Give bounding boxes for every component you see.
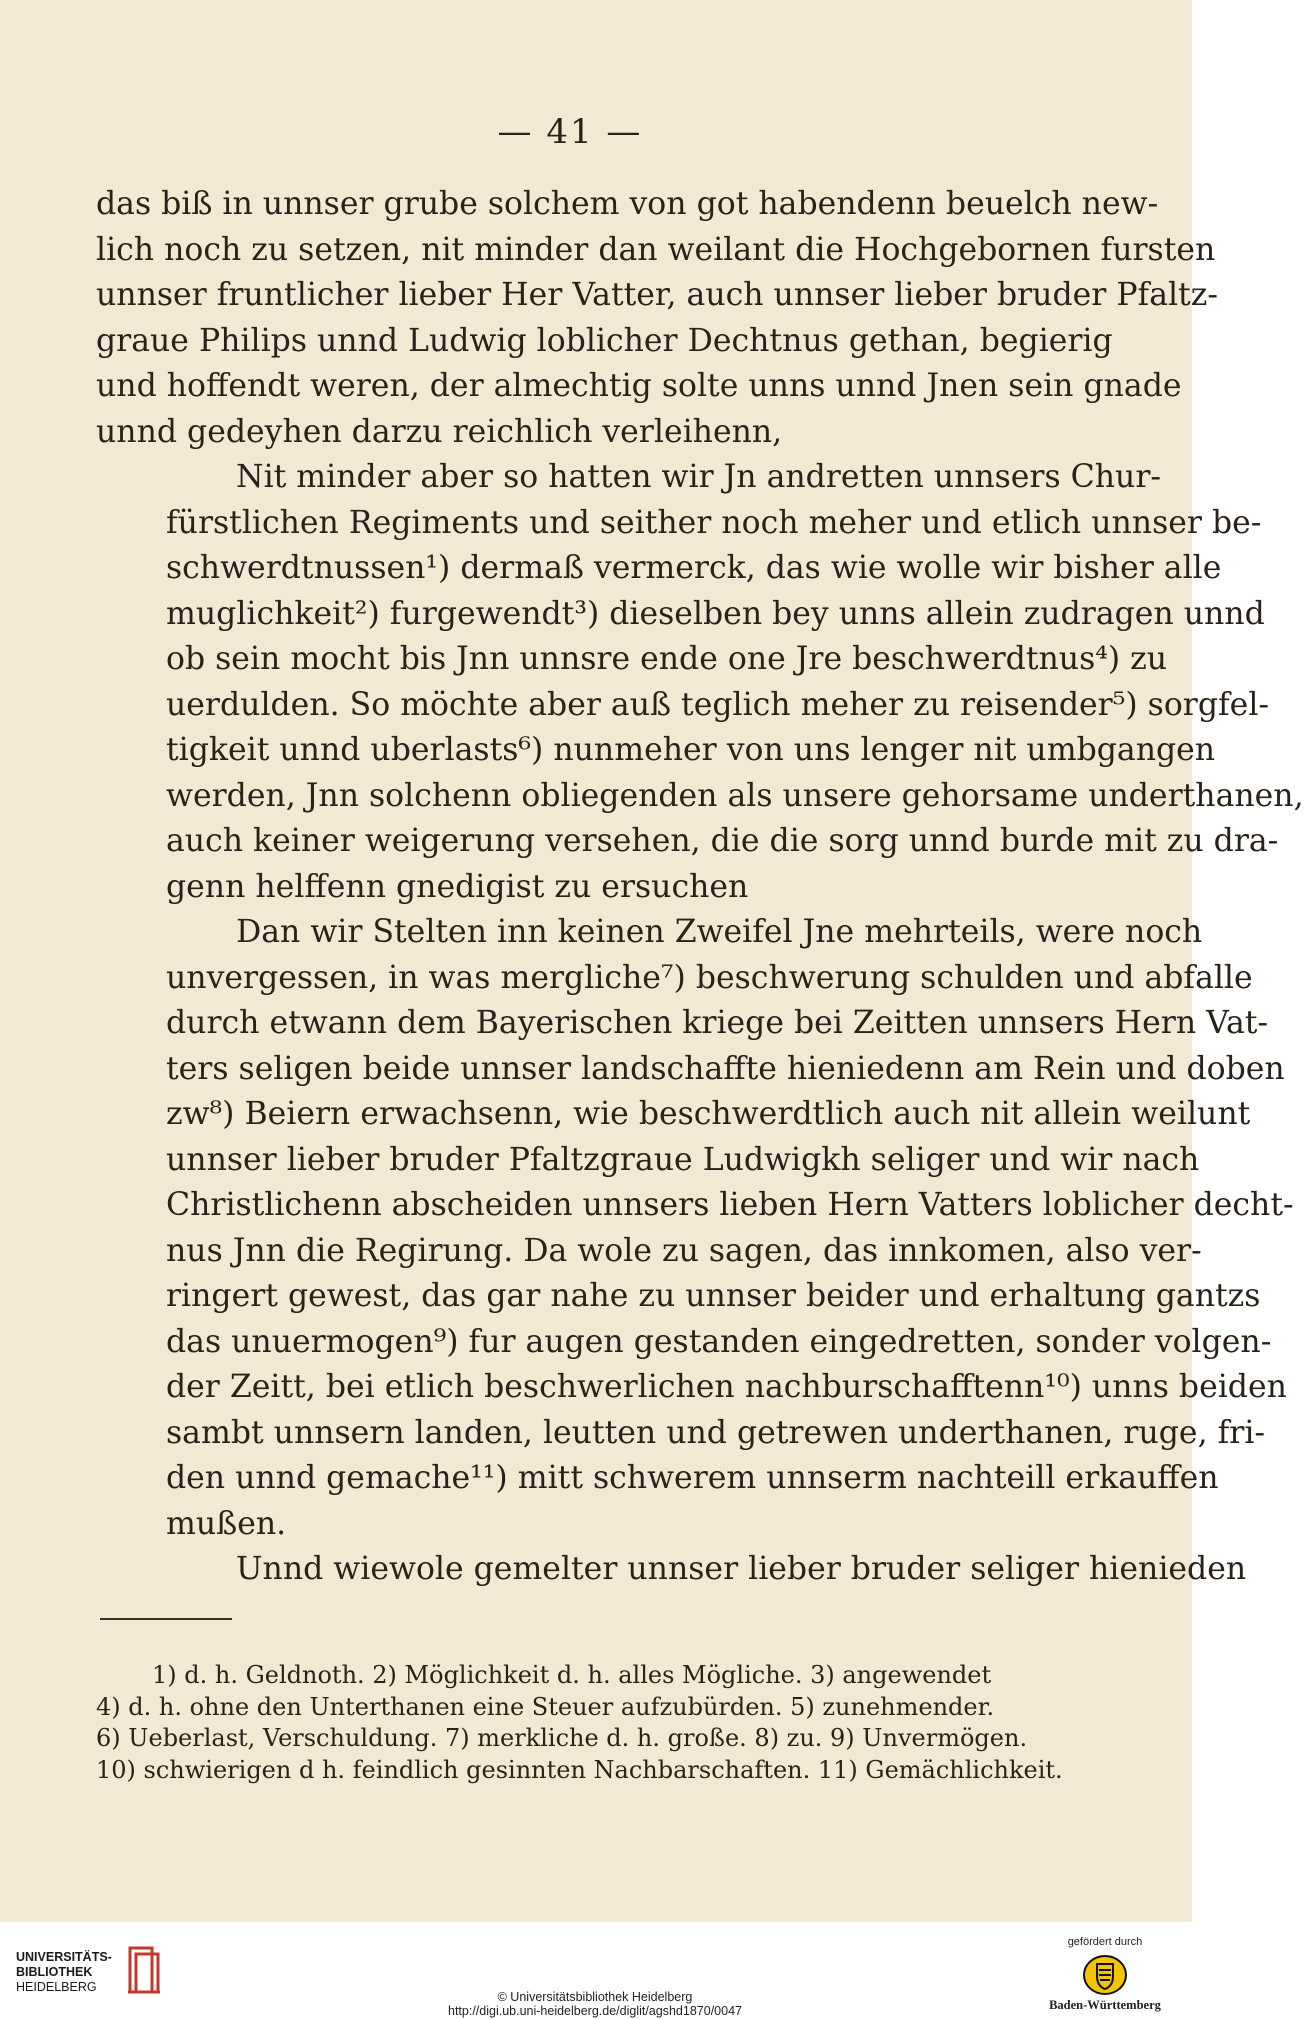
source-url[interactable]: http://digi.ub.uni-heidelberg.de/diglit/agshd1870/0047 bbox=[448, 2004, 742, 2018]
library-name[interactable] bbox=[16, 1950, 112, 1995]
text-line: genn helffenn gnedigist zu ersuchen bbox=[166, 868, 749, 905]
text-line: unnd gedeyhen darzu reichlich verleihenn, bbox=[96, 413, 783, 450]
copyright-text: © Universitätsbibliothek Heidelberg bbox=[497, 1990, 693, 2004]
footnote-line: 1) d. h. Geldnoth. 2) Möglichkeit d. h. alles Mögliche. 3) angewendet bbox=[152, 1661, 992, 1689]
text-line: sambt unnsern landen, leutten und getrewen underthanen, ruge, fri- bbox=[166, 1414, 1266, 1451]
library-name-line: UNIVERSITÄTS- bbox=[16, 1950, 112, 1964]
text-line: durch etwann dem Bayerischen kriege bei Zeitten unnsers Hern Vat- bbox=[166, 1005, 1269, 1041]
sponsor-block[interactable] bbox=[1030, 1936, 1180, 2013]
text-line: fürstlichen Regiments und seither noch meher und etlich unnser be- bbox=[166, 504, 1262, 541]
footnote-line: 4) d. h. ohne den Unterthanen eine Steuer aufzubürden. 5) zunehmender. bbox=[96, 1692, 995, 1721]
text-line: lich noch zu setzen, nit minder dan weilant die Hochgebornen fursten bbox=[96, 231, 1216, 268]
text-line: graue Philips unnd Ludwig loblicher Dechtnus gethan, begierig bbox=[96, 322, 1113, 359]
text-line: werden, Jnn solchenn obliegenden als unsere gehorsame underthanen, bbox=[166, 777, 1304, 814]
text-line: nus Jnn die Regirung. Da wole zu sagen, das innkomen, also ver- bbox=[166, 1232, 1202, 1269]
text-line: muglichkeit²) furgewendt³) dieselben bey unns allein zudragen unnd bbox=[166, 595, 1265, 632]
text-line: ringert gewest, das gar nahe zu unnser beider und erhaltung gantzs bbox=[166, 1278, 1261, 1314]
text-line: der Zeitt, bei etlich beschwerlichen nachburschafftenn¹⁰) unns beiden bbox=[166, 1369, 1287, 1405]
library-name-line: HEIDELBERG bbox=[16, 1980, 97, 1994]
library-name-line: BIBLIOTHEK bbox=[16, 1965, 93, 1979]
text-line: das unuermogen⁹) fur augen gestanden eingedretten, sonder volgen- bbox=[166, 1323, 1272, 1360]
text-line: zw⁸) Beiern erwachsenn, wie beschwerdtlich auch nit allein weilunt bbox=[166, 1096, 1251, 1132]
paragraph bbox=[96, 910, 1294, 1547]
text-line: ob sein mocht bis Jnn unnsre ende one Jre beschwerdtnus⁴) zu bbox=[166, 641, 1168, 677]
page-number: — 41 — bbox=[497, 112, 643, 152]
main-text bbox=[96, 182, 1304, 1593]
text-line: unnser fruntlicher lieber Her Vatter, auch unnser lieber bruder Pfaltz- bbox=[96, 277, 1218, 313]
text-line: Christlichenn abscheiden unnsers lieben Hern Vatters loblicher decht- bbox=[166, 1187, 1294, 1223]
text-line: uerdulden. So möchte aber auß teglich meher zu reisender⁵) sorgfel- bbox=[166, 686, 1270, 723]
text-line: Unnd wiewole gemelter unnser lieber bruder seliger hienieden bbox=[236, 1551, 1247, 1587]
text-line: schwerdtnussen¹) dermaß vermerck, das wie wolle wir bisher alle bbox=[166, 550, 1222, 586]
footnote-divider bbox=[100, 1618, 232, 1620]
text-line: unvergessen, in was mergliche⁷) beschwerung schulden und abfalle bbox=[166, 959, 1253, 996]
text-line: unnser lieber bruder Pfaltzgraue Ludwigkh seliger und wir nach bbox=[166, 1141, 1200, 1178]
copyright-block bbox=[380, 1990, 810, 2018]
text-line: Dan wir Stelten inn keinen Zweifel Jne mehrteils, were noch bbox=[236, 914, 1203, 950]
library-logo-icon[interactable] bbox=[124, 1944, 164, 1996]
footnotes bbox=[96, 1660, 1063, 1786]
text-line: und hoffendt weren, der almechtig solte unns unnd Jnen sein gnade bbox=[96, 368, 1182, 404]
text-line: Nit minder aber so hatten wir Jn andretten unnsers Chur- bbox=[236, 459, 1162, 495]
paragraph bbox=[96, 455, 1304, 910]
paragraph bbox=[96, 1547, 1247, 1593]
footnote-line: 10) schwierigen d h. feindlich gesinnten Nachbarschaften. 11) Gemächlichkeit. bbox=[96, 1755, 1063, 1784]
footnote-line: 6) Ueberlast, Verschuldung. 7) merkliche d. h. große. 8) zu. 9) Unvermögen. bbox=[96, 1724, 1028, 1752]
text-line: auch keiner weigerung versehen, die die sorg unnd burde mit zu dra- bbox=[166, 823, 1279, 859]
text-line: tigkeit unnd uberlasts⁶) nunmeher von uns lenger nit umbgangen bbox=[166, 732, 1216, 768]
sponsor-name: Baden-Württemberg bbox=[1049, 1998, 1161, 2012]
text-line: mußen. bbox=[166, 1505, 287, 1542]
text-line: den unnd gemache¹¹) mitt schwerem unnserm nachteill erkauffen bbox=[166, 1460, 1219, 1496]
paragraph bbox=[96, 182, 1218, 455]
sponsor-label: gefördert durch bbox=[1067, 1936, 1143, 1948]
text-line: ters seligen beide unnser landschaffte hieniedenn am Rein und doben bbox=[166, 1050, 1285, 1087]
text-line: das biß in unnser grube solchem von got habendenn beuelch new- bbox=[96, 186, 1159, 222]
coat-of-arms-icon bbox=[1082, 1954, 1128, 1996]
